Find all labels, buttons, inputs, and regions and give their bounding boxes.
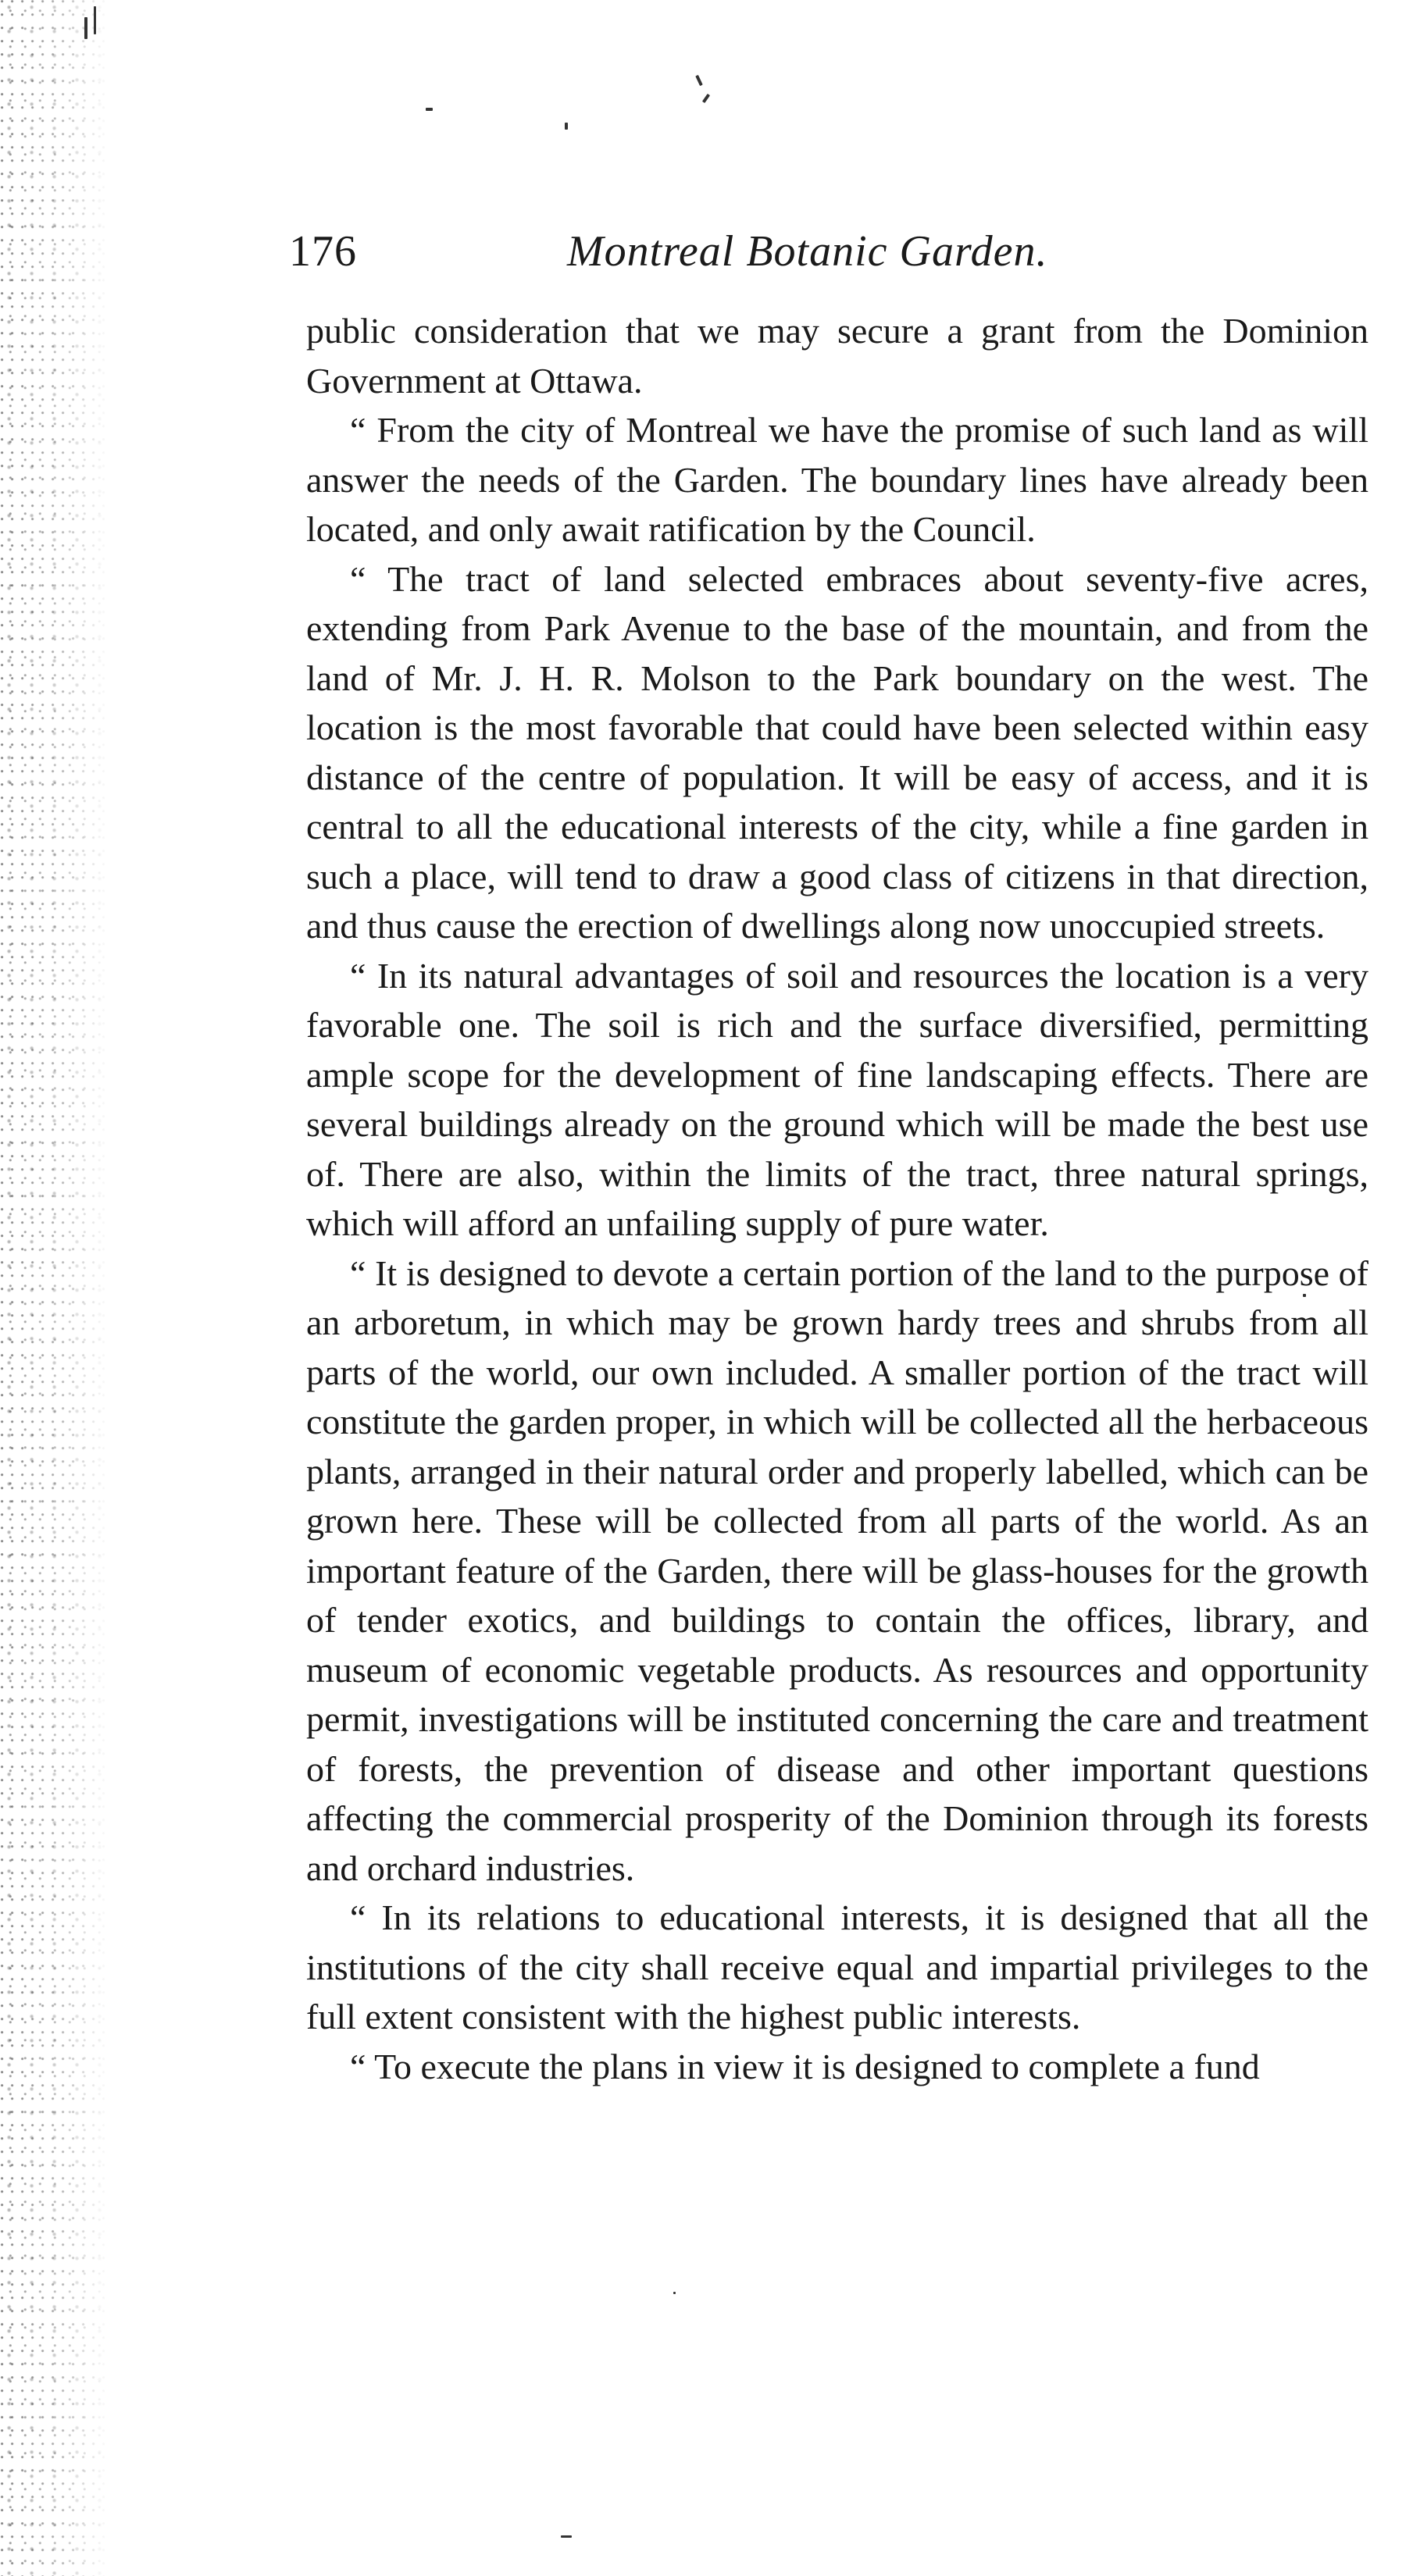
paragraph: “ From the city of Montreal we have the promise of such land as will answer the needs of the Garden. The boundary lines have already been located, and only await ratification by the Council. xyxy=(306,410,1368,549)
stray-mark xyxy=(94,6,96,34)
stray-mark xyxy=(565,123,568,130)
stray-mark xyxy=(695,75,703,86)
paragraph: “ To execute the plans in view it is designed to complete a fund xyxy=(350,2046,1260,2086)
page-header xyxy=(289,220,1398,290)
page-number: 176 xyxy=(289,227,357,276)
stray-mark xyxy=(561,2535,572,2538)
paragraph-continuation: public consideration that we may secure a grant from the Dominion Government at Ottawa. xyxy=(306,311,1368,401)
paragraph: “ In its relations to educational interests, it is designed that all the institutions of the city shall receive equal and impartial privileges to the full extent consistent with the highest public interests. xyxy=(306,1897,1368,2036)
body-text xyxy=(306,306,1368,2091)
running-title: Montreal Botanic Garden. xyxy=(567,227,1048,276)
paragraph: “ In its natural advantages of soil and resources the location is a very favorable one. The soil is rich and the surface diversified, permitting ample scope for the development of fine landscaping effects. There are several buildings already on the ground which will be made the best use of. There are also, within the limits of the tract, three natural springs, which will afford an unfailing supply of pure water. xyxy=(306,955,1368,1243)
stray-mark xyxy=(84,17,87,39)
stray-mark xyxy=(426,108,433,111)
binding-edge-speckle xyxy=(0,0,109,2576)
stray-mark xyxy=(673,2292,676,2294)
paragraph: “ The tract of land selected embraces about seventy-five acres, extending from Park Avenue to the base of the mountain, and from the land of Mr. J. H. R. Molson to the Park boundary on the west. The location is the most favorable that could have been selected within easy distance of the centre of population. It will be easy of access, and it is central to all the educational interests of the city, while a fine garden in such a place, will tend to draw a good class of citizens in that direction, and thus cause the erection of dwellings along now unoccupied streets. xyxy=(306,558,1368,946)
paragraph: “ It is designed to devote a certain portion of the land to the purpose of an arboretum, in which may be grown hardy trees and shrubs from all parts of the world, our own included. A smaller portion of the tract will constitute the garden proper, in which will be collected all the herbaceous plants, arranged in their natural order and properly labelled, which can be grown here. These will be collected from all parts of the world. As an important feature of the Garden, there will be glass-houses for the growth of tender exotics, and buildings to contain the offices, library, and museum of economic vegetable products. As resources and opportunity permit, investigations will be instituted concerning the care and treatment of forests, the prevention of disease and other important questions affecting the commercial prosperity of the Dominion through its forests and orchard industries. xyxy=(306,1252,1368,1888)
stray-mark xyxy=(702,94,710,103)
